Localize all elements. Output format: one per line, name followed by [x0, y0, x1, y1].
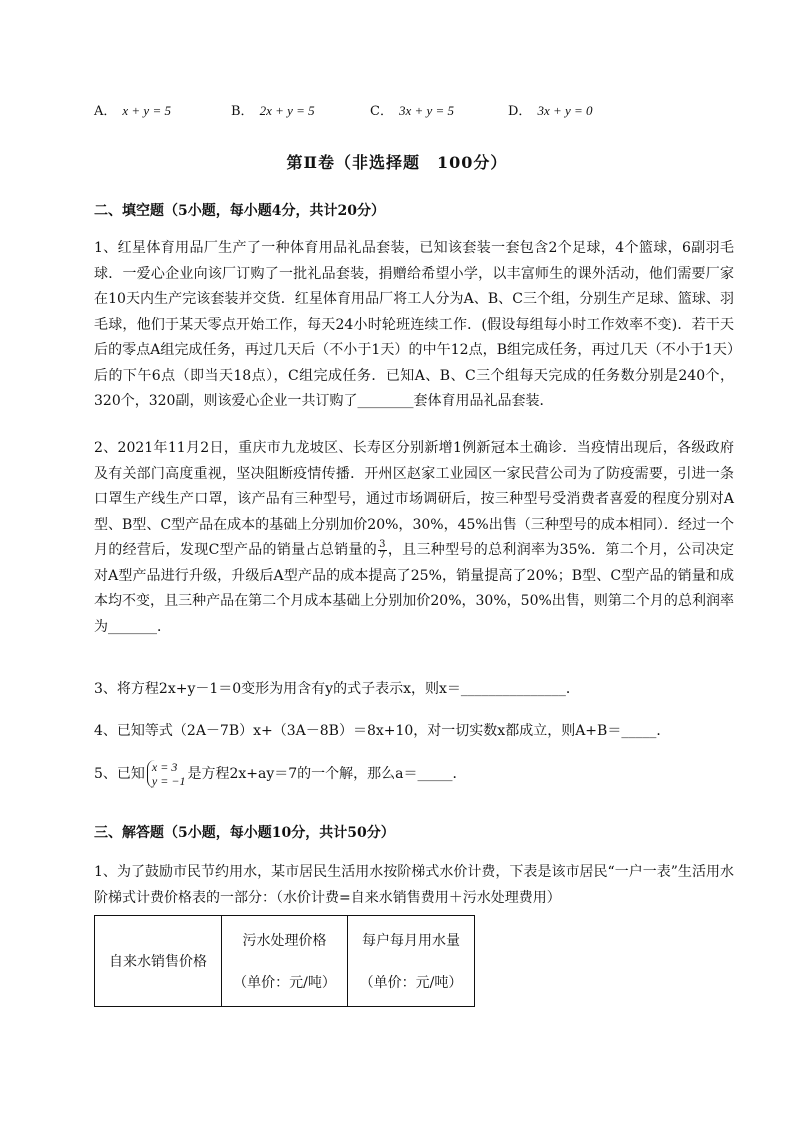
- cell-line: 每户每月用水量: [362, 933, 460, 949]
- question-text: ，且三种型号的总利润率为35%．第二个月，公司决定对A型产品进行升级，升级后A型产品的成本提高了25%，销量提高了20%；B型、C型产品的销量和成本均不变，且三种产品在第二个月成本基础上分别加价20%，30%，50%出售，则第二个月的总利润率为_______．: [94, 542, 734, 635]
- water-price-table: [94, 915, 475, 1007]
- table-cell: [222, 916, 348, 1007]
- question-2-1: 1、红星体育用品厂生产了一种体育用品礼品套装，已知该套装一套包含2个足球，4个篮球，6副羽毛球．一爱心企业向该厂订购了一批礼品套装，捐赠给希望小学，以丰富师生的课外活动，他们需要厂家在10天内生产完该套装并交货．红星体育用品厂将工人分为A、B、C三个组，分别生产足球、篮球、羽毛球，他们于某天零点开始工作，每天24小时轮班连续工作．(假设每组每小时工作效率不变)．若干天后的零点A组完成任务，再过几天后（不小于1天）的中午12点，B组完成任务，再过几天（不小于1天）后的下午6点（即当天18点），C组完成任务．已知A、B、C三个组每天完成的任务数分别是240个，320个，320副，则该爱心企业一共订购了________套体育用品礼品套装．: [94, 240, 734, 409]
- option-letter: C．: [370, 104, 393, 119]
- question-2-4: 4、已知等式（2A－7B）x+（3A－8B）＝8x+10，对一切实数x都成立，则A+B＝_____．: [94, 723, 671, 739]
- cell-line: （单价：元/吨）: [233, 975, 336, 991]
- option-c: [370, 100, 454, 119]
- question-text: 是方程2x+ay＝7的一个解，那么a＝_____．: [187, 766, 467, 782]
- question-2-2: [94, 436, 734, 640]
- fraction: [378, 540, 386, 561]
- option-b: [231, 100, 315, 119]
- table-row: [95, 916, 475, 1007]
- question-2-3: 3、将方程2x+y－1＝0变形为用含有y的式子表示x，则x＝_______________．: [94, 681, 580, 697]
- option-math: 3x + y = 0: [537, 103, 593, 118]
- table-cell: [348, 916, 475, 1007]
- table-cell: 自来水销售价格: [95, 916, 222, 1007]
- fraction-denominator: 7: [379, 549, 386, 561]
- equation-line: y = −1: [151, 774, 186, 788]
- question-2-5: [94, 760, 467, 788]
- section-heading-fill-in: 二、填空题（5小题，每小题4分，共计20分）: [94, 203, 385, 219]
- option-math: 3x + y = 5: [398, 103, 455, 118]
- option-a: [94, 100, 171, 119]
- part-title: 第Ⅱ卷（非选择题 100分）: [286, 153, 508, 172]
- section-heading-answer: 三、解答题（5小题，每小题10分，共计50分）: [94, 825, 395, 841]
- option-letter: B．: [231, 104, 254, 119]
- cell-line: （单价：元/吨）: [359, 975, 463, 991]
- cell-line: 污水处理价格: [242, 933, 327, 949]
- option-math: 2x + y = 5: [259, 103, 315, 118]
- option-d: [508, 100, 593, 119]
- option-math: x + y = 5: [122, 103, 171, 118]
- fraction-numerator: 3: [379, 538, 386, 550]
- question-text: 5、已知: [94, 766, 145, 782]
- question-text: 2、2021年11月2日，重庆市九龙坡区、长寿区分别新增1例新冠本土确诊．当疫情出现后，各级政府及有关部门高度重视，坚决阻断疫情传播．开州区赵家工业园区一家民营公司为了防疫需要，引进一条口罩生产线生产口罩，该产品有三种型号，通过市场调研后，按三种型号受消费者喜爱的程度分别对A型、B型、C型产品在成本的基础上分别加价20%，30%，45%出售（三种型号的成本相同）．经过一个月的经营后，发现C型产品的销量占总销量的: [94, 440, 734, 558]
- equation-system: [147, 760, 186, 788]
- option-letter: A．: [94, 104, 117, 119]
- equation-line: x = 3: [151, 760, 178, 774]
- option-letter: D．: [508, 104, 532, 119]
- question-3-1: 1、为了鼓励市民节约用水，某市居民生活用水按阶梯式水价计费，下表是该市居民“一户一表”生活用水阶梯式计费价格表的一部分：（水价计费=自来水销售费用＋污水处理费用）: [94, 864, 734, 906]
